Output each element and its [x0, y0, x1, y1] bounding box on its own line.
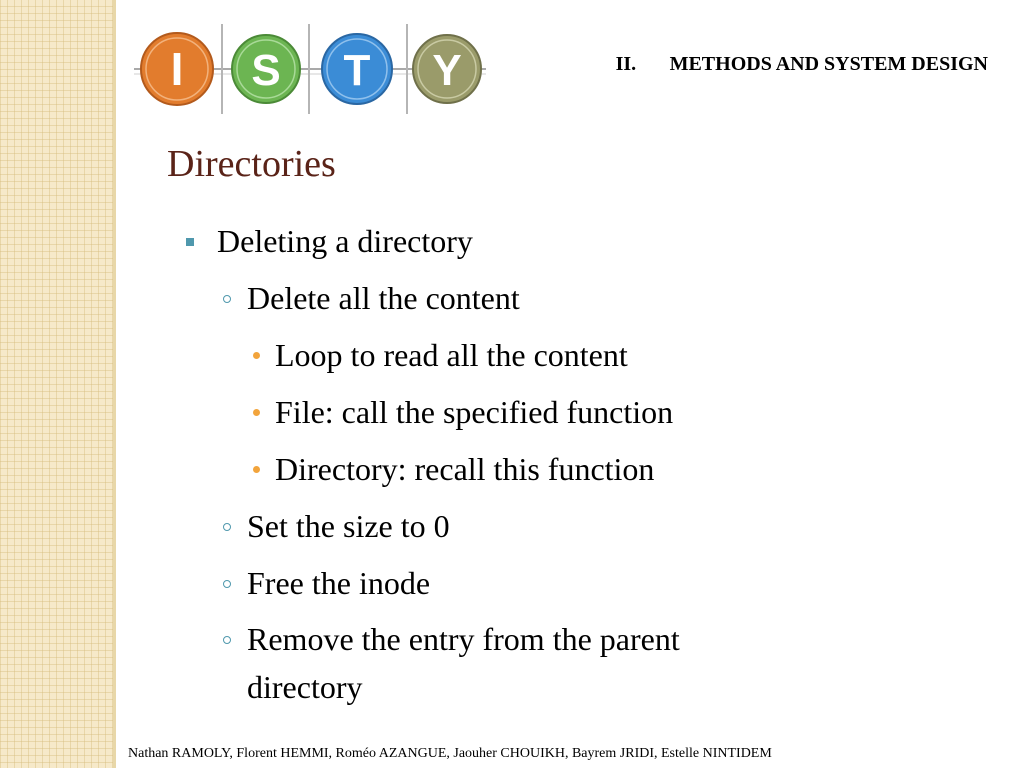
section-name: METHODS AND SYSTEM DESIGN: [669, 53, 988, 75]
logo-letter-s: S: [251, 46, 281, 95]
logo-circle-y: [413, 35, 481, 103]
circle-bullet-icon: [223, 295, 231, 303]
square-bullet-icon: [186, 238, 194, 246]
decorative-side-band: [0, 0, 113, 768]
bullet-text: Loop to read all the content: [275, 337, 628, 373]
bullet-text: Delete all the content: [247, 280, 520, 316]
dot-bullet-icon: [253, 352, 260, 359]
bullet-text: Deleting a directory: [217, 223, 473, 259]
logo-circle-s: [232, 35, 300, 103]
circle-bullet-icon: [223, 580, 231, 588]
decorative-divider: [113, 0, 116, 768]
circle-bullet-icon: [223, 523, 231, 531]
bullet-text: Remove the entry from the parent: [247, 621, 680, 657]
bullet-text: Directory: recall this function: [275, 451, 655, 487]
section-heading: [616, 53, 988, 76]
logo-letter-t: T: [343, 46, 371, 95]
footer-authors: Nathan RAMOLY, Florent HEMMI, Roméo AZANGUE, Jaouher CHOUIKH, Bayrem JRIDI, Estelle NINTIDEM: [128, 746, 772, 761]
bullet-text: File: call the specified function: [275, 394, 674, 430]
logo-circle-i: [141, 33, 213, 105]
logo-letter-y: Y: [432, 46, 462, 95]
bullet-text: Set the size to 0: [247, 508, 450, 544]
dot-bullet-icon: [253, 409, 260, 416]
slide-title: Directories: [167, 143, 336, 185]
dot-bullet-icon: [253, 466, 260, 473]
logo-letter-i: I: [170, 43, 184, 95]
logo-circle-t: [322, 34, 392, 104]
section-number: II.: [615, 53, 637, 75]
bullet-text: Free the inode: [247, 565, 431, 601]
circle-bullet-icon: [223, 636, 231, 644]
istry-logo: [134, 22, 486, 118]
bullet-text: directory: [247, 669, 363, 705]
